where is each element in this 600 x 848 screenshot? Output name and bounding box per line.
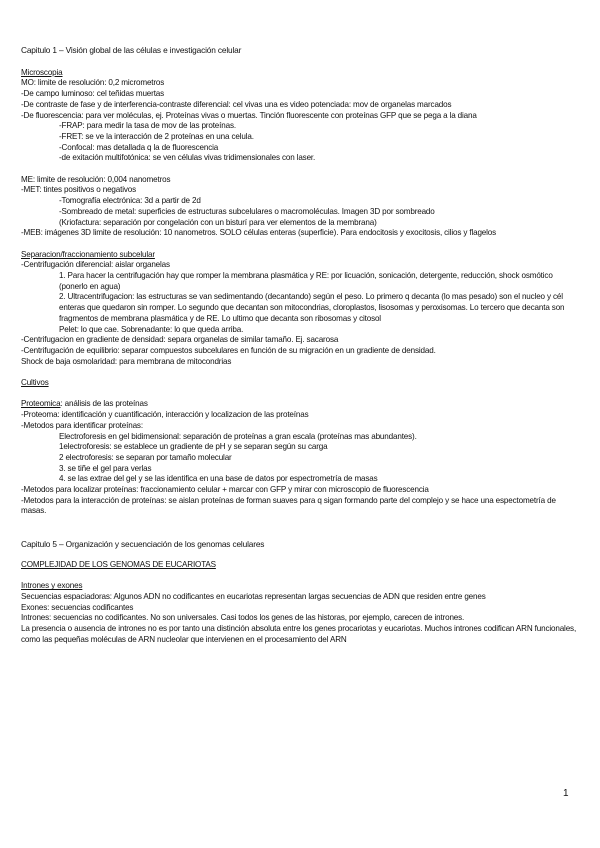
text-line: -Sombreado de metal: superficies de estructuras subcelulares o macromoléculas. Imagen 3D por sombreado bbox=[59, 206, 435, 216]
text-line: -Metodos para localizar proteínas: fraccionamiento celular + marcar con GFP y mirar con microscopio de fluorescencia bbox=[21, 485, 429, 495]
genome-complexity-heading: COMPLEJIDAD DE LOS GENOMAS DE EUCARIOTAS bbox=[21, 559, 216, 569]
text-line: Intrones: secuencias no codificantes. No son universales. Casi todos los genes de las historas, por ejemplo, carecen de intrones. bbox=[21, 613, 465, 623]
microscopy-heading: Microscopia bbox=[21, 67, 63, 77]
text-line: -Centrifugación diferencial: aislar organelas bbox=[21, 260, 170, 270]
text-line: 3. se tiñe el gel para verlas bbox=[59, 463, 152, 473]
text-line: 2 electroforesis: se separan por tamaño molecular bbox=[59, 452, 232, 462]
text-line: 1electroforesis: se establece un gradiente de pH y se separan según su carga bbox=[59, 442, 328, 452]
text-line: -MET: tintes positivos o negativos bbox=[21, 185, 137, 195]
introns-exons-heading: Intrones y exones bbox=[21, 581, 83, 591]
separation-heading: Separacion/fraccionamiento subcelular bbox=[21, 249, 155, 259]
text-line: -De campo luminoso: cel teñidas muertas bbox=[21, 89, 165, 99]
text-line: -MEB: imágenes 3D limite de resolución: 10 nanometros. SOLO células enteras (superficie). Para endocitosis y exocitosis, cilios y flagelos bbox=[21, 228, 497, 238]
proteomics-label: Proteomica bbox=[21, 399, 61, 409]
text-line: Exones: secuencias codificantes bbox=[21, 602, 134, 612]
text-line: -Confocal: mas detallada q la de fluorescencia bbox=[59, 142, 219, 152]
page-number: 1 bbox=[563, 788, 569, 799]
text-line: -De contraste de fase y de interferencia-contraste diferencial: cel vivas una es video potenciada: mov de organelas marcados bbox=[21, 99, 452, 109]
text-line: -de exitación multifotónica: se ven células vivas tridimensionales con laser. bbox=[59, 153, 316, 163]
chapter-5-title: Capitulo 5 – Organización y secuenciación de los genomas celulares bbox=[21, 538, 265, 549]
text-line: Electroforesis en gel bidimensional: separación de proteínas a gran escala (proteínas mas abundantes). bbox=[59, 431, 417, 441]
text-line: Secuencias espaciadoras: Algunos ADN no codificantes en eucariotas representan largas secuencias de ADN que residen entre genes bbox=[21, 592, 486, 602]
text-line: ME: limite de resolución: 0,004 nanometros bbox=[21, 174, 171, 184]
chapter-1-title: Capitulo 1 – Visión global de las células e investigación celular bbox=[21, 45, 242, 55]
text-line: -FRET: se ve la interacción de 2 proteínas en una celula. bbox=[59, 131, 254, 141]
text-line: 4. se las extrae del gel y se las identifica en una base de datos por espectrometría de masas bbox=[59, 474, 378, 484]
text-line: MO: limite de resolución: 0,2 micrometros bbox=[21, 78, 165, 88]
text-line: (Kriofactura: separación por congelación con un bisturí para ver elementos de la membrana) bbox=[59, 217, 377, 227]
text-line: -Centrifugación de equilibrio: separar compuestos subcelulares en función de su migración en un gradiente de densidad. bbox=[21, 345, 436, 355]
document-page bbox=[21, 45, 577, 646]
text-line: -Metodos para la interacción de proteínas: se aislan proteínas de forman suaves para q sigan formando parte del complejo y se hace una espectometría de masas. bbox=[21, 495, 556, 516]
text-line: 2. Ultracentrifugacion: las estructuras se van sedimentando (decantando) según el peso. Lo primero q decanta (lo mas pesado) son el nucleo y cél enteras que quedaron sin romper. Lo segundo que decantan son mitocondrias, cloroplastos, lisosomas y peroxisomas. Lo tercero que decanta son fragmentos de membrana plasmática y de RE. Lo ultimo que decanta son ribosomas y citosol bbox=[59, 292, 565, 323]
cultures-heading: Cultivos bbox=[21, 378, 49, 388]
text-line: Pelet: lo que cae. Sobrenadante: lo que queda arriba. bbox=[59, 324, 244, 334]
text-line: 1. Para hacer la centrifugación hay que romper la membrana plasmática y RE: por licuación, sonicación, detergente, reducción, shock osmótico (ponerlo en agua) bbox=[59, 271, 553, 291]
text-line: -Centrifugacion en gradiente de densidad: separa organelas de similar tamaño. Ej. sacarosa bbox=[21, 335, 339, 345]
text-line: -Metodos para identificar proteínas: bbox=[21, 420, 143, 430]
proteomics-text: : análisis de las proteínas bbox=[60, 399, 148, 409]
text-line: Shock de baja osmolaridad: para membrana de mitocondrias bbox=[21, 356, 232, 366]
text-line: -Tomografía electrónica: 3d a partir de 2d bbox=[59, 196, 201, 206]
text-line: -Proteoma: identificación y cuantificación, interacción y localizacion de las proteínas bbox=[21, 410, 309, 420]
text-line: -FRAP: para medir la tasa de mov de las proteínas. bbox=[59, 121, 236, 131]
text-line: -De fluorescencia: para ver moléculas, ej. Proteínas vivas o muertas. Tinción fluorescente con proteínas GFP que se pega a la diana bbox=[21, 110, 477, 120]
text-line: La presencia o ausencia de intrones no es por tanto una distinción absoluta entre los genes procariotas y eucariotas. Muchos intrones codifican ARN funcionales, como las pequeñas moléculas de ARN nucleolar que intervienen en el procesamiento del ARN bbox=[21, 624, 577, 644]
text-line bbox=[21, 399, 577, 410]
